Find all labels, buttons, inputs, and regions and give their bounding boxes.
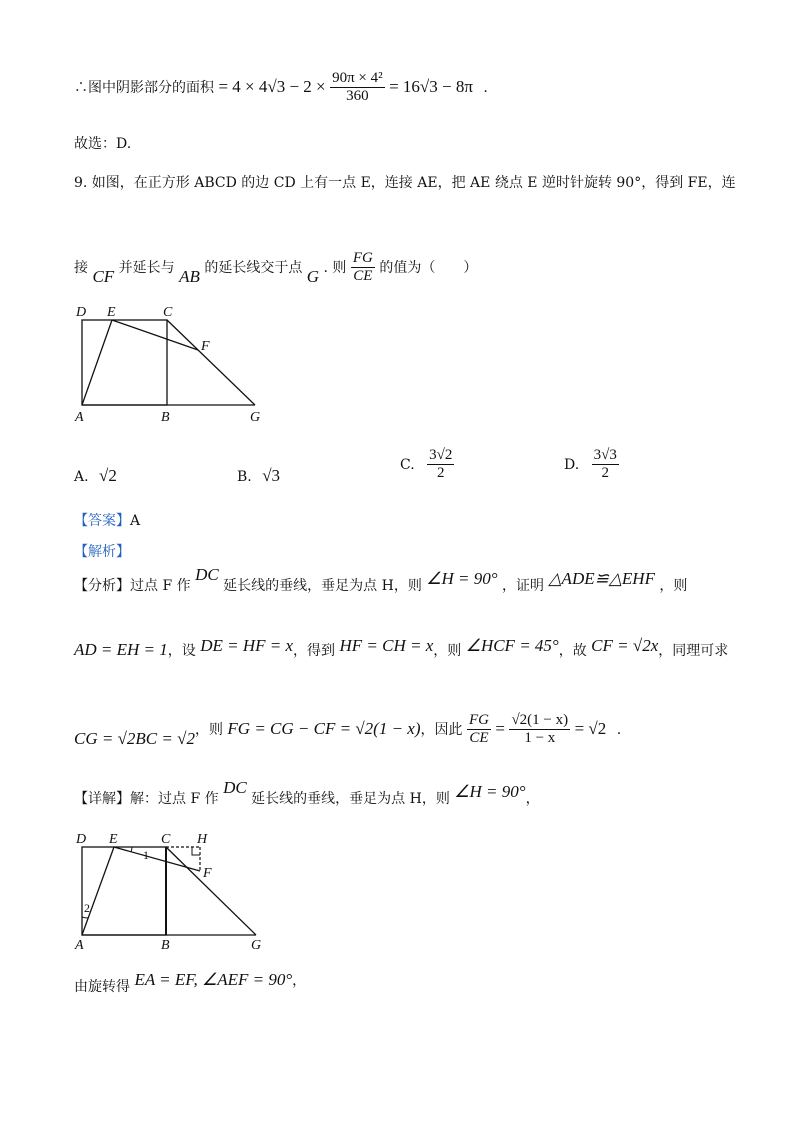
option-d-num: 3√3 bbox=[592, 447, 619, 465]
q2-cf: CF bbox=[92, 266, 115, 286]
area-line bbox=[74, 70, 488, 106]
analysis-label: 【解析】 bbox=[74, 544, 130, 560]
fig2-label-f: F bbox=[203, 866, 212, 881]
fg-ce-fraction bbox=[467, 712, 491, 748]
square-abcd-2 bbox=[82, 847, 166, 935]
area-fraction bbox=[330, 70, 385, 106]
option-d-key: D. bbox=[564, 456, 580, 473]
fig1-label-c: C bbox=[163, 305, 173, 320]
option-c-fraction bbox=[427, 447, 454, 483]
area-frac-num: 90π × 4² bbox=[330, 70, 385, 88]
detail-line bbox=[74, 778, 540, 808]
fg-ce-num: FG bbox=[467, 712, 491, 730]
ratio-fraction bbox=[351, 250, 375, 286]
fig2-label-c: C bbox=[161, 832, 171, 847]
eq-s5: ，同理可求 bbox=[658, 643, 729, 659]
right-angle-mark-h bbox=[192, 847, 200, 855]
cg-period: . bbox=[616, 721, 622, 738]
question-line-2 bbox=[74, 250, 477, 286]
root-frac-num: √2(1 − x) bbox=[509, 712, 570, 730]
q2-a: 接 bbox=[74, 259, 88, 276]
area-expr1: = 4 × 4√3 − 2 × bbox=[218, 76, 326, 96]
q2-d: . 则 bbox=[323, 259, 347, 276]
question-line-1: 9. 如图，在正方形 ABCD 的边 CD 上有一点 E，连接 AE，把 AE 绕点 E 逆时针旋转 90°，得到 FE，连 bbox=[74, 175, 736, 191]
segment-cg bbox=[167, 320, 255, 405]
area-prefix: ∴图中阴影部分的面积 bbox=[74, 79, 214, 96]
fig1-label-d: D bbox=[76, 305, 87, 320]
fenxi-line bbox=[74, 565, 688, 595]
angle-2-label: 2 bbox=[84, 901, 90, 915]
answer-label: 【答案】 bbox=[74, 513, 130, 529]
fenxi-p3: ，证明 bbox=[502, 578, 545, 594]
option-b bbox=[237, 466, 280, 486]
area-expr2: = 16√3 − 8π bbox=[389, 76, 473, 96]
q2-e: 的值为（ ） bbox=[379, 259, 478, 276]
rotate-text: 由旋转得 bbox=[74, 979, 130, 995]
figure-2-diagram bbox=[70, 825, 280, 955]
fenxi-angle: ∠H = 90° bbox=[426, 569, 498, 588]
option-d-fraction bbox=[592, 447, 619, 483]
eq-angle-hcf: ∠HCF = 45° bbox=[465, 636, 559, 655]
option-a bbox=[74, 466, 117, 486]
fig1-label-g: G bbox=[250, 410, 261, 425]
option-c-num: 3√2 bbox=[427, 447, 454, 465]
option-c-den: 2 bbox=[436, 465, 445, 482]
detail-comma: ， bbox=[525, 791, 540, 807]
fig2-label-h: H bbox=[197, 832, 208, 847]
cg-eq: CG = √2BC = √2 bbox=[74, 728, 195, 748]
eq-s1: ，设 bbox=[167, 643, 196, 659]
fenxi-label: 【分析】 bbox=[74, 578, 130, 594]
eq-s3: ，则 bbox=[433, 643, 462, 659]
cg-s1: ，则 bbox=[194, 721, 223, 738]
fenxi-p1: 过点 F 作 bbox=[130, 578, 191, 594]
answer-value: A bbox=[130, 513, 141, 529]
eq-ad-eh: AD = EH = 1 bbox=[74, 640, 168, 659]
square-abcd bbox=[82, 320, 167, 405]
option-c bbox=[400, 447, 454, 483]
figure-1-diagram bbox=[70, 300, 270, 430]
fig1-label-e: E bbox=[107, 305, 116, 320]
eq-hf-ch: HF = CH = x bbox=[339, 636, 434, 655]
q2-b: 并延长与 bbox=[118, 259, 175, 276]
segment-ae bbox=[82, 320, 112, 405]
fig2-label-d: D bbox=[76, 832, 87, 847]
option-d-den: 2 bbox=[601, 465, 609, 482]
eq-s2: ，得到 bbox=[293, 643, 336, 659]
equation-line bbox=[74, 636, 729, 660]
answer-line bbox=[74, 513, 140, 530]
option-d bbox=[564, 447, 619, 483]
fg-eq: FG = CG − CF = √2(1 − x) bbox=[227, 718, 421, 738]
fig2-label-e: E bbox=[109, 832, 118, 847]
segment-ef bbox=[112, 320, 198, 350]
q2-g: G bbox=[306, 266, 320, 286]
fig2-label-g: G bbox=[251, 938, 262, 953]
fenxi-cong: △ADE≌△EHF bbox=[548, 569, 655, 588]
area-frac-den: 360 bbox=[346, 88, 369, 105]
cg-line bbox=[74, 712, 621, 748]
angle-2-arc bbox=[82, 917, 88, 918]
angle-1-label: 1 bbox=[143, 848, 149, 862]
fig2-label-b: B bbox=[161, 938, 170, 953]
fenxi-p2: 延长线的垂线，垂足为点 H，则 bbox=[223, 578, 422, 594]
ratio-num: FG bbox=[351, 250, 375, 268]
fig1-label-a: A bbox=[75, 410, 84, 425]
rotate-line bbox=[74, 970, 307, 995]
option-a-key: A. bbox=[74, 469, 89, 485]
detail-p1: 解：过点 F 作 bbox=[130, 791, 219, 807]
ratio-den: CE bbox=[353, 268, 373, 285]
fig1-label-b: B bbox=[161, 410, 170, 425]
angle-1-arc bbox=[131, 847, 132, 852]
option-b-key: B. bbox=[237, 469, 252, 485]
detail-label: 【详解】 bbox=[74, 791, 130, 807]
fenxi-p4: ，则 bbox=[659, 578, 688, 594]
option-b-value: √3 bbox=[262, 466, 281, 485]
root-frac-den: 1 − x bbox=[524, 730, 556, 747]
eq-cf: CF = √2x bbox=[591, 636, 659, 655]
q2-c: 的延长线交于点 bbox=[204, 259, 303, 276]
option-a-value: √2 bbox=[99, 466, 117, 485]
cg-result: = √2 bbox=[574, 718, 607, 738]
eq-s4: ，故 bbox=[558, 643, 587, 659]
root-fraction bbox=[509, 712, 570, 748]
fg-ce-den: CE bbox=[469, 730, 489, 747]
detail-p2: 延长线的垂线，垂足为点 H，则 bbox=[251, 791, 450, 807]
area-period: . bbox=[483, 79, 488, 96]
rotate-comma: ， bbox=[292, 973, 307, 989]
rotate-expr: EA = EF, ∠AEF = 90° bbox=[134, 970, 293, 989]
cg-s2: ，因此 bbox=[420, 721, 463, 738]
detail-dc: DC bbox=[223, 778, 247, 797]
choose-line: 故选：D. bbox=[74, 136, 132, 152]
segment-ae-2 bbox=[82, 847, 114, 935]
fig1-label-f: F bbox=[201, 339, 210, 354]
fig2-label-a: A bbox=[75, 938, 84, 953]
option-c-key: C. bbox=[400, 456, 415, 473]
cg-equals: = bbox=[495, 718, 505, 738]
q2-ab: AB bbox=[179, 266, 200, 286]
fenxi-dc: DC bbox=[195, 565, 219, 584]
detail-angle: ∠H = 90° bbox=[454, 782, 526, 801]
eq-de-hf: DE = HF = x bbox=[200, 636, 294, 655]
segment-cg-2 bbox=[166, 847, 256, 935]
